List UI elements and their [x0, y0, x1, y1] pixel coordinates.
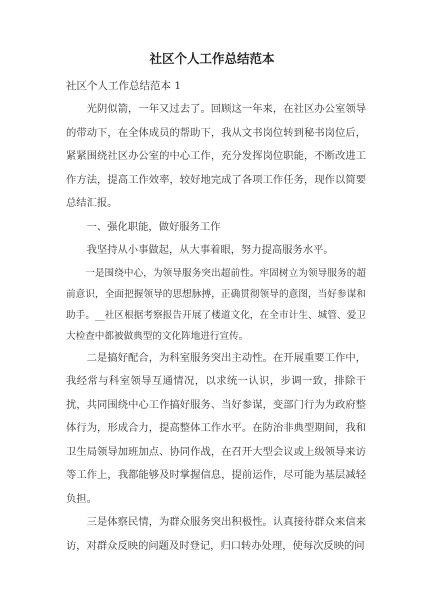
paragraph-point-three: 三是体察民情，为群众服务突出积极性。认真接待群众来信来访，对群众反映的问题及时登记，归口转办处理，使每次反映的问 [66, 516, 366, 552]
paragraph-section-heading: 一、强化职能，做好服务工作 [86, 220, 221, 233]
document-body [66, 98, 366, 558]
paragraph-point-one: 一是围绕中心，为领导服务突出超前性。牢固树立为领导服务的超前意识，全面把握领导的思想脉搏，正确贯彻领导的意图，当好参谋和助手。__社区根据考察报告开展了楼道文化，在全市计生、城管、爱卫大检查中都被做典型的文化阵地进行宣传。 [66, 267, 366, 342]
paragraph-service-summary: 我坚持从小事做起，从大事着眼，努力提高服务水平。 [86, 244, 334, 256]
paragraph-intro: 光阴似箭，一年又过去了。回顾这一年来，在社区办公室领导的带动下，在全体成员的帮助下，我从文书岗位转到秘书岗位后，紧紧围绕社区办公室的中心工作，充分发挥岗位职能，不断改进工作方法，提高工作效率，较好地完成了各项工作任务，现作以简要总结汇报。 [66, 103, 366, 209]
document-subtitle: 社区个人工作总结范本 1 [66, 80, 182, 92]
paragraph-point-two: 二是搞好配合，为科室服务突出主动性。在开展重要工作中，我经常与科室领导互通情况，以求统一认识，步调一致，排除干扰，共同围绕中心工作搞好服务、当好参谋，变部门行为为政府整体行为，形成合力，提高整体工作水平。在防治非典型期间，我和卫生局领导加班加点、协同作战，在召开大型会议或上级领导来访等工作上，我都能够及时掌握信息，提前运作，尽可能为基层减轻负担。 [66, 351, 366, 505]
document-title: 社区个人工作总结范本 [149, 51, 275, 66]
